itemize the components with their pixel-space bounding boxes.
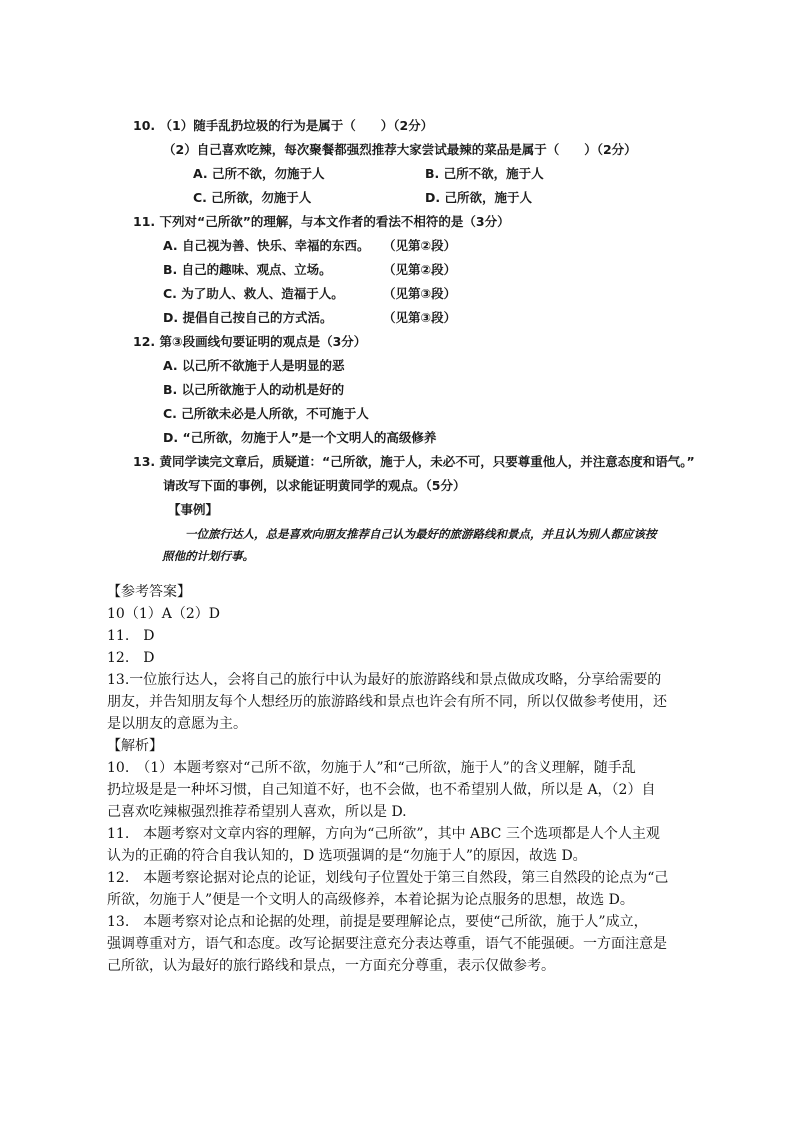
q12-option-d: D. “己所欲，勿施于人”是一个文明人的高级修养 <box>163 430 437 445</box>
analysis-line: 11. 本题考察对文章内容的理解，方向为“己所欲”，其中 ABC 三个选项都是人个人主观 <box>107 826 660 842</box>
analysis-line: 10. （1）本题考察对“己所不欲，勿施于人”和“己所欲，施于人”的含义理解，随手乱 <box>107 760 636 776</box>
q13-stem-line2: 请改写下面的事例，以求能证明黄同学的观点。（5分） <box>163 478 466 493</box>
q12-option-a: A. 以己所不欲施于人是明显的恶 <box>163 358 345 373</box>
q10-option-a: A. 己所不欲，勿施于人 <box>193 166 325 181</box>
analysis-line: 所欲，勿施于人”便是一个文明人的高级修养，本着论据为论点服务的思想，故选 D。 <box>107 892 634 908</box>
q11-option-b: B. 自己的趣味、观点、立场。 <box>163 262 332 277</box>
analysis-line: 己喜欢吃辣椒强烈推荐希望别人喜欢，所以是 D. <box>107 804 407 820</box>
analysis-line: 认为的正确的符合自我认知的，D 选项强调的是“勿施于人”的原因，故选 D。 <box>107 848 587 864</box>
q10-option-b: B. 己所不欲，施于人 <box>425 166 544 181</box>
answers-heading: 【参考答案】 <box>107 584 191 600</box>
analysis-line: 13. 本题考察对论点和论据的处理，前提是要理解论点，要使“己所欲，施于人”成立， <box>107 914 648 930</box>
q13-case-line2: 照他的计划行事。 <box>162 549 254 563</box>
q11-option-a: A. 自己视为善、快乐、幸福的东西。 <box>163 238 370 253</box>
answer-13-line1: 13.一位旅行达人，会将自己的旅行中认为最好的旅游路线和景点做成攻略，分享给需要的 <box>107 672 662 688</box>
answer-11: 11. D <box>107 628 155 644</box>
analysis-line: 扔垃圾是是一种坏习惯，自己知道不好，也不会做，也不希望别人做，所以是 A，（2）自 <box>107 782 656 798</box>
q11-option-b-ref: （见第②段） <box>383 262 457 277</box>
q12-option-c: C. 己所欲未必是人所欲，不可施于人 <box>163 406 369 421</box>
analysis-line: 己所欲，认为最好的旅行路线和景点，一方面充分尊重，表示仅做参考。 <box>107 958 555 974</box>
answer-10: 10（1）A（2）D <box>107 606 220 622</box>
q10-part2: （2）自己喜欢吃辣，每次聚餐都强烈推荐大家尝试最辣的菜品是属于（ ）（2分） <box>163 142 637 157</box>
q13-case-line1: 一位旅行达人，总是喜欢向朋友推荐自己认为最好的旅游路线和景点，并且认为别人都应该按 <box>185 527 657 541</box>
q12-option-b: B. 以己所欲施于人的动机是好的 <box>163 382 345 397</box>
q12-stem: 12. 第③段画线句要证明的观点是（3分） <box>133 334 367 349</box>
q11-stem: 11. 下列对“己所欲”的理解，与本文作者的看法不相符的是（3分） <box>133 214 510 229</box>
q13-stem-line1: 13. 黄同学读完文章后，质疑道：“己所欲，施于人，未必不可，只要尊重他人，并注意态度和语气。” <box>133 454 695 469</box>
q11-option-d-ref: （见第③段） <box>383 310 457 325</box>
q11-option-c-ref: （见第③段） <box>383 286 457 301</box>
answer-12: 12. D <box>107 650 155 666</box>
q11-option-d: D. 提倡自己按自己的方式活。 <box>163 310 333 325</box>
answer-13-line2: 朋友，并告知朋友每个人想经历的旅游路线和景点也许会有所不同，所以仅做参考使用，还 <box>107 694 667 710</box>
answer-13-line3: 是以朋友的意愿为主。 <box>107 716 247 732</box>
q11-option-c: C. 为了助人、救人、造福于人。 <box>163 286 344 301</box>
analysis-heading: 【解析】 <box>107 738 163 754</box>
q10-option-d: D. 己所欲，施于人 <box>425 190 532 205</box>
analysis-line: 强调尊重对方，语气和态度。改写论据要注意充分表达尊重，语气不能强硬。一方面注意是 <box>107 936 667 952</box>
q13-case-label: 【事例】 <box>168 502 219 517</box>
analysis-line: 12. 本题考察论据对论点的论证，划线句子位置处于第三自然段，第三自然段的论点为“己 <box>107 870 669 886</box>
q10-part1: 10. （1）随手乱扔垃圾的行为是属于（ ）（2分） <box>133 118 434 133</box>
q11-option-a-ref: （见第②段） <box>383 238 457 253</box>
q10-option-c: C. 己所欲，勿施于人 <box>193 190 312 205</box>
